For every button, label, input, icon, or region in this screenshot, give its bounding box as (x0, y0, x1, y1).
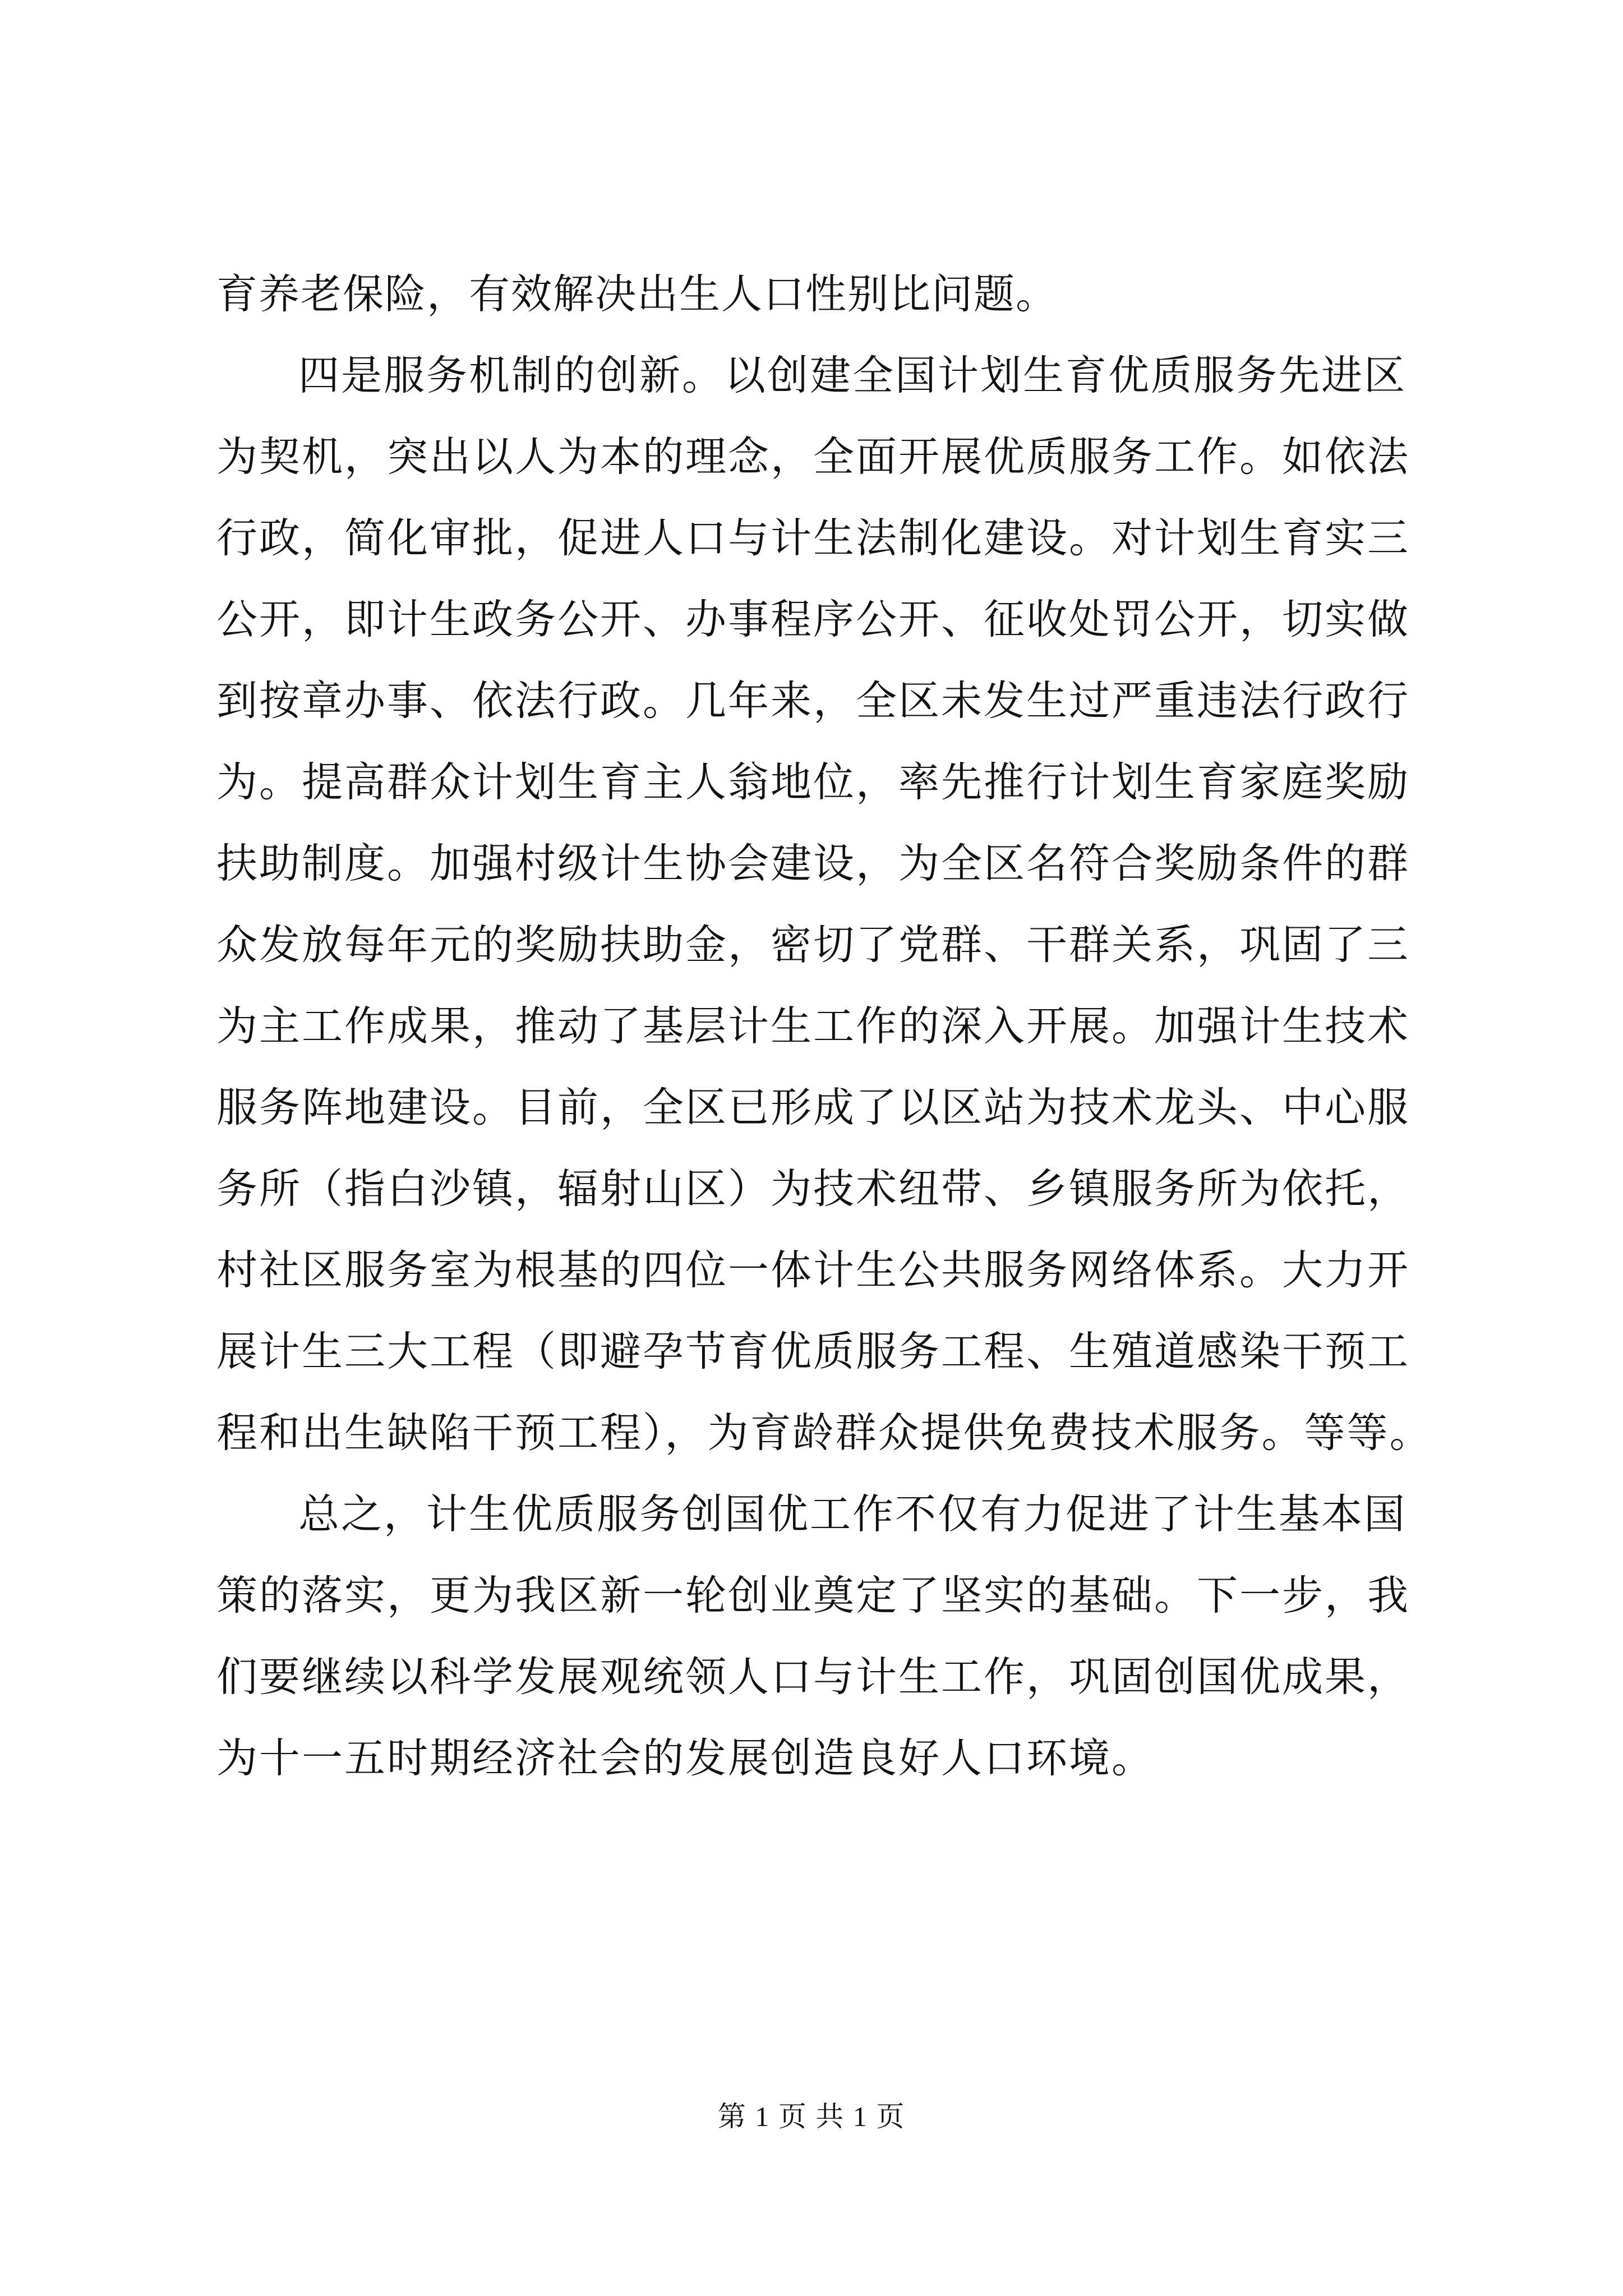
text-line: 服务阵地建设。目前，全区已形成了以区站为技术龙头、中心服 (216, 1084, 1410, 1131)
text-line: 育养老保险，有效解决出生人口性别比问题。 (216, 270, 1058, 318)
text-line: 为十一五时期经济社会的发展创造良好人口环境。 (216, 1734, 1154, 1782)
text-line: 众发放每年元的奖励扶助金，密切了党群、干群关系，巩固了三 (216, 921, 1410, 969)
text-line: 策的落实，更为我区新一轮创业奠定了坚实的基础。下一步，我 (216, 1572, 1410, 1619)
text-line: 为契机，突出以人为本的理念，全面开展优质服务工作。如依法 (216, 433, 1410, 481)
text-line: 们要继续以科学发展观统领人口与计生工作，巩固创国优成果， (216, 1653, 1410, 1701)
text-line: 务所（指白沙镇，辐射山区）为技术纽带、乡镇服务所为依托， (216, 1165, 1410, 1213)
paragraph-start-line: 总之，计生优质服务创国优工作不仅有力促进了计生基本国 (298, 1490, 1407, 1538)
text-line: 到按章办事、依法行政。几年来，全区未发生过严重违法行政行 (216, 677, 1410, 725)
body-text (216, 254, 1432, 1799)
text-line: 公开，即计生政务公开、办事程序公开、征收处罚公开，切实做 (216, 596, 1410, 643)
page-number-footer: 第 1 页 共 1 页 (717, 2101, 906, 2132)
text-line: 为。提高群众计划生育主人翁地位，率先推行计划生育家庭奖励 (216, 758, 1410, 806)
text-line: 行政，简化审批，促进人口与计生法制化建设。对计划生育实三 (216, 514, 1410, 562)
text-line: 村社区服务室为根基的四位一体计生公共服务网络体系。大力开 (216, 1246, 1410, 1294)
text-line: 扶助制度。加强村级计生协会建设，为全区名符合奖励条件的群 (216, 840, 1410, 887)
text-line: 为主工作成果，推动了基层计生工作的深入开展。加强计生技术 (216, 1002, 1410, 1050)
text-line: 程和出生缺陷干预工程），为育龄群众提供免费技术服务。等等。 (216, 1409, 1432, 1457)
text-line: 展计生三大工程（即避孕节育优质服务工程、生殖道感染干预工 (216, 1328, 1410, 1375)
paragraph-start-line: 四是服务机制的创新。以创建全国计划生育优质服务先进区 (298, 352, 1407, 399)
